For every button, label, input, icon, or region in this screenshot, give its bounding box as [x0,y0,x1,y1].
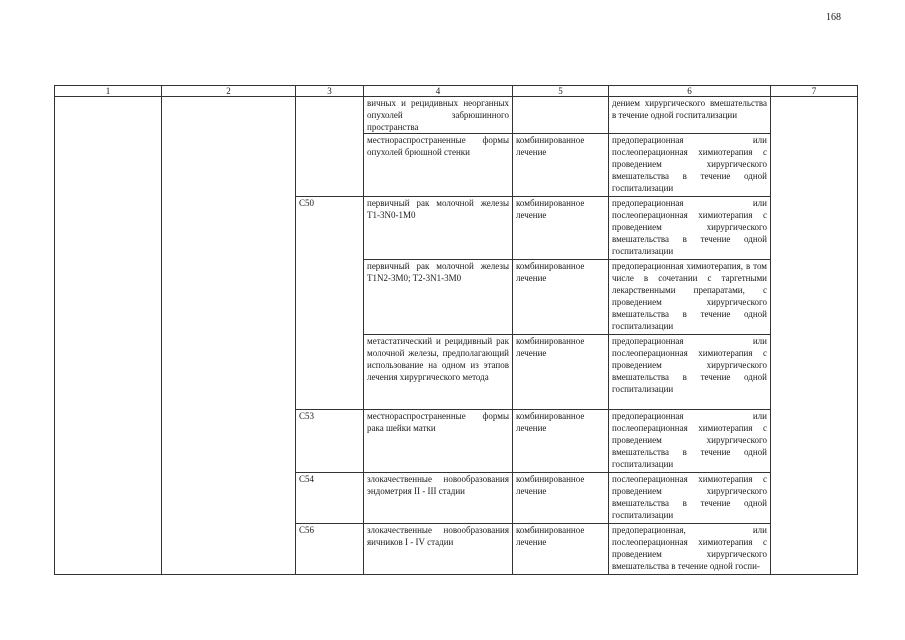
cell-description: местнораспространенные формы рака шейки матки [364,410,513,473]
page-number: 168 [826,12,841,23]
column-header: 1 [55,86,162,97]
cell-code: C50 [296,197,364,410]
cell-description: метастатический и рецидивный рак молочной железы, предполагающий использование на одном из этапов лечения хирургического метода [364,335,513,410]
cell-treatment: комбинированное лечение [513,410,609,473]
cell-col7 [771,97,858,575]
cell-code [296,97,364,197]
column-header: 3 [296,86,364,97]
cell-method: послеоперационная химиотерапия с проведением хирургического вмешательства в течение одной госпитализации [609,473,771,524]
cell-description: вичных и рецидивных неорганных опухолей забрюшинного пространства [364,97,513,134]
cell-treatment [513,97,609,134]
cell-col1 [55,97,162,575]
cell-method: предоперационная, или послеоперационная химиотерапия с проведением хирургического вмешательства в течение одной госпи- [609,524,771,575]
cell-description: местнораспространенные формы опухолей брюшной стенки [364,134,513,197]
cell-treatment: комбинированное лечение [513,134,609,197]
cell-description: злокачественные новообразования яичников I - IV стадии [364,524,513,575]
cell-description: первичный рак молочной железы T1-3N0-1M0 [364,197,513,260]
cell-code: C56 [296,524,364,575]
cell-method: предоперационная химиотерапия, в том числе в сочетании с таргетными лекарственными препаратами, с проведением хирургического вмешательства в течение одной госпитализации [609,260,771,335]
column-header: 6 [609,86,771,97]
cell-treatment: комбинированное лечение [513,473,609,524]
cell-method: предоперационная или послеоперационная химиотерапия с проведением хирургического вмешательства в течение одной госпитализации [609,134,771,197]
table-row [55,97,858,134]
cell-treatment: комбинированное лечение [513,260,609,335]
cell-treatment: комбинированное лечение [513,197,609,260]
header-row [55,86,858,97]
cell-treatment: комбинированное лечение [513,335,609,410]
cell-method: предоперационная или послеоперационная химиотерапия с проведением хирургического вмешательства в течение одной госпитализации [609,197,771,260]
column-header: 4 [364,86,513,97]
cell-treatment: комбинированное лечение [513,524,609,575]
cell-code: C53 [296,410,364,473]
column-header: 7 [771,86,858,97]
cell-method: предоперационная или послеоперационная химиотерапия с проведением хирургического вмешательства в течение одной госпитализации [609,410,771,473]
cell-code: C54 [296,473,364,524]
cell-description: злокачественные новообразования эндометрия II - III стадии [364,473,513,524]
column-header: 2 [162,86,296,97]
cell-method: дением хирургического вмешательства в течение одной госпитализации [609,97,771,134]
column-header: 5 [513,86,609,97]
cell-description: первичный рак молочной железы T1N2-3M0; T2-3N1-3M0 [364,260,513,335]
cell-col2 [162,97,296,575]
treatment-table [54,85,858,575]
cell-method: предоперационная или послеоперационная химиотерапия с проведением хирургического вмешательства в течение одной госпитализации [609,335,771,410]
